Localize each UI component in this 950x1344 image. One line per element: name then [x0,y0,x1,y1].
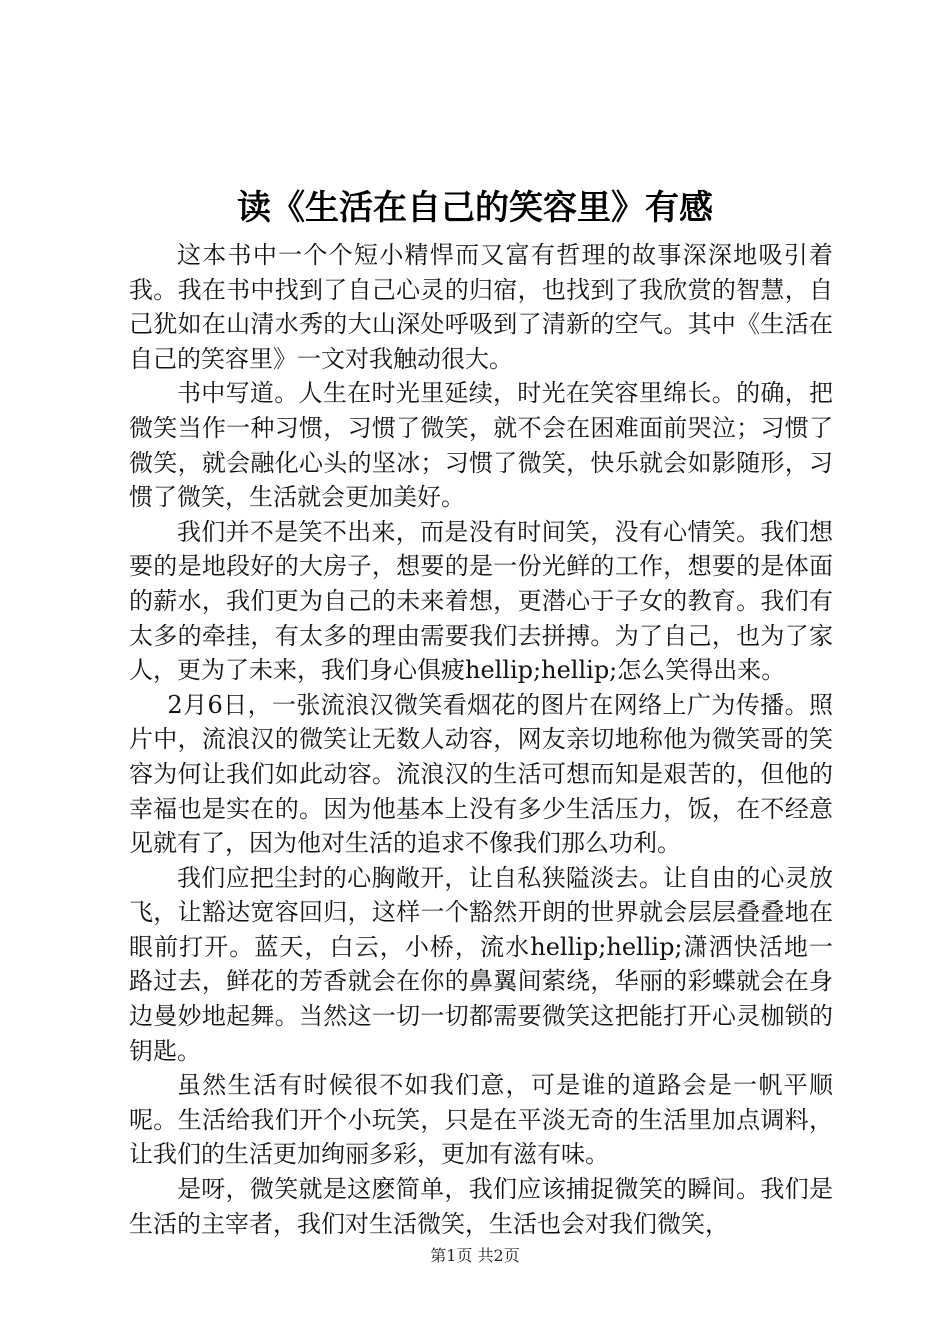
paragraph-7: 是呀，微笑就是这麽简单，我们应该捕捉微笑的瞬间。我们是生活的主宰者，我们对生活微笑，生活也会对我们微笑， [129,1175,833,1238]
paragraph-6: 虽然生活有时候很不如我们意，可是谁的道路会是一帆平顺呢。生活给我们开个小玩笑，只是在平淡无奇的生活里加点调料，让我们的生活更加绚丽多彩，更加有滋有味。 [129,1071,833,1169]
paragraph-4: 2月6日，一张流浪汉微笑看烟花的图片在网络上广为传播。照片中，流浪汉的微笑让无数人动容，网友亲切地称他为微笑哥的笑容为何让我们如此动容。流浪汉的生活可想而知是艰苦的，但他的幸福也是实在的。因为他基本上没有多少生活压力，饭，在不经意见就有了，因为他对生活的追求不像我们那么功利。 [129,690,833,858]
paragraph-2: 书中写道。人生在时光里延续，时光在笑容里绵长。的确，把微笑当作一种习惯，习惯了微笑，就不会在困难面前哭泣；习惯了微笑，就会融化心头的坚冰；习惯了微笑，快乐就会如影随形，习惯了微笑，生活就会更加美好。 [129,379,833,512]
document-title: 读《生活在自己的笑容里》有感 [237,188,713,228]
page-footer: 第1页 共2页 [430,1246,520,1265]
paragraph-3: 我们并不是笑不出来，而是没有时间笑，没有心情笑。我们想要的是地段好的大房子，想要的是一份光鲜的工作，想要的是体面的薪水，我们更为自己的未来着想，更潜心于子女的教育。我们有太多的牵挂，有太多的理由需要我们去拼搏。为了自己，也为了家人，更为了未来，我们身心俱疲hellip;hellip;怎么笑得出来。 [129,517,833,685]
paragraph-1: 这本书中一个个短小精悍而又富有哲理的故事深深地吸引着我。我在书中找到了自己心灵的归宿，也找到了我欣赏的智慧，自己犹如在山清水秀的大山深处呼吸到了清新的空气。其中《生活在自己的笑容里》一文对我触动很大。 [129,241,833,373]
paragraph-5: 我们应把尘封的心胸敞开，让自私狭隘淡去。让自由的心灵放飞，让豁达宽容回归，这样一个豁然开朗的世界就会层层叠叠地在眼前打开。蓝天，白云，小桥，流水hellip;hellip;潇洒快活地一路过去，鲜花的芳香就会在你的鼻翼间萦绕，华丽的彩蝶就会在身边曼妙地起舞。当然这一切一切都需要微笑这把能打开心灵枷锁的钥匙。 [129,863,833,1065]
document-body [129,238,833,1241]
